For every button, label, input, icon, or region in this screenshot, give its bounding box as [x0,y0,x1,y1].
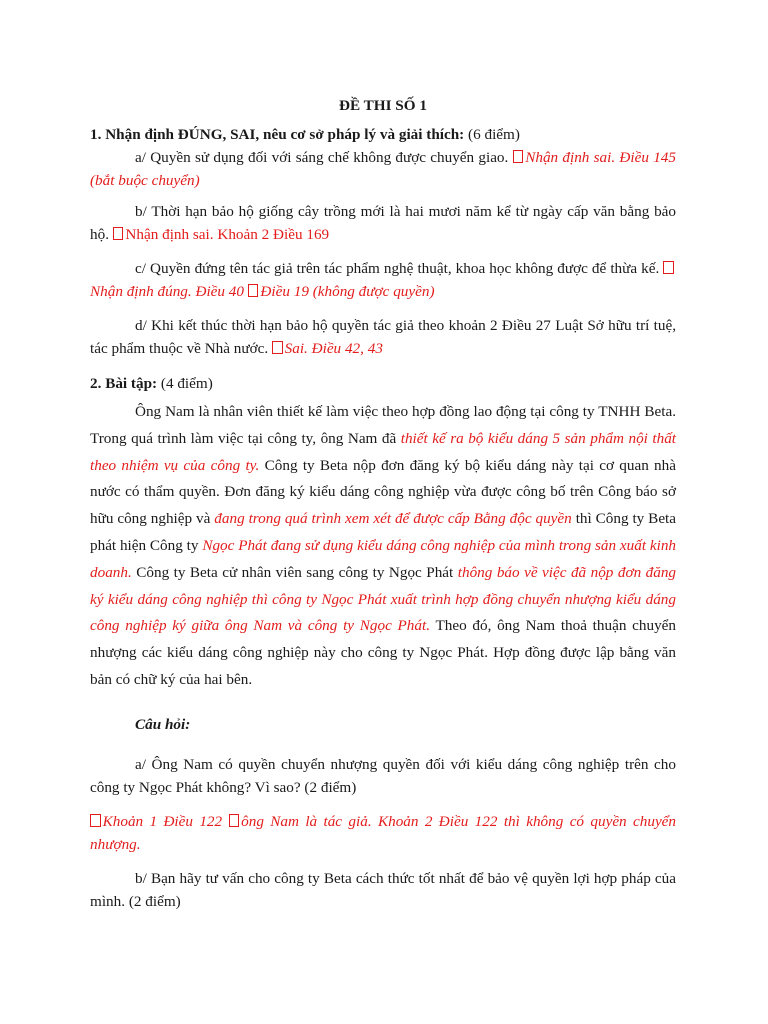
statement-a-answer-text: Nhận định sai. Điều 145 (bắt buộc chuyển) [90,149,676,189]
section2-heading [90,372,676,395]
questions-heading [90,713,676,736]
question-b: b/ Bạn hãy tư vấn cho công ty Beta cách thức tốt nhất để bảo vệ quyền lợi hợp pháp của mình. (2 điểm) [90,870,676,910]
statement-a [90,146,676,192]
statement-c [90,257,676,303]
case-highlight-1: thiết kế ra bộ kiểu dáng 5 sản phẩm nội thất theo nhiệm vụ của công ty. [90,429,677,474]
section1-heading-text: 1. Nhận định ĐÚNG, SAI, nêu cơ sở pháp lý và giải thích: [90,126,465,143]
statement-c-answer-a: Nhận định đúng. Điều 40 [90,283,244,300]
question-a-answer [90,810,676,856]
arrow-marker-icon [248,284,259,297]
question-a-answer-b: ông Nam là tác giả. Khoản 2 Điều 122 thì không có quyền chuyển nhượng. [90,813,677,853]
section1-points: (6 điểm) [468,126,520,143]
section2-points: (4 điểm) [160,375,213,392]
case-text-4: Công ty Beta cử nhân viên sang công ty Ngọc Phát [136,563,454,581]
arrow-marker-icon [90,814,101,827]
case-highlight-2: đang trong quá trình xem xét để được cấp Bằng độc quyền [214,510,572,528]
arrow-marker-icon [272,341,283,354]
case-highlight-3: Ngọc Phát đang sử dụng kiểu dáng công nghiệp của mình trong sản xuất kinh doanh. [90,536,677,581]
statement-a-text: a/ Quyền sử dụng đối với sáng chế không được chuyển giao. [135,149,509,166]
arrow-marker-icon [113,227,124,240]
arrow-marker-icon [513,150,524,163]
statement-c-text: c/ Quyền đứng tên tác giả trên tác phẩm nghệ thuật, khoa học không được để thừa kế. [135,260,660,277]
statement-d-text: d/ Khi kết thúc thời hạn bảo hộ quyền tác giả theo khoản 2 Điều 27 Luật Sở hữu trí tuệ, tác phẩm thuộc về Nhà nước. [90,317,676,357]
statement-b [90,200,676,246]
questions-heading-text: Câu hỏi: [135,716,191,733]
case-text-2: Công ty Beta nộp đơn đăng ký bộ kiểu dáng này tại cơ quan nhà nước có thẩm quyền. Đơn đăng ký kiểu dáng công nghiệp vừa được công bố trên Công báo sở hữu công nghiệp và [90,456,676,528]
statement-b-text: b/ Thời hạn bảo hộ giống cây trồng mới là hai mươi năm kể từ ngày cấp văn bằng bảo hộ. [90,203,676,243]
arrow-marker-icon [229,814,240,827]
statement-b-answer [113,226,329,243]
case-text-5: Theo đó, ông Nam thoả thuận chuyển nhượng các kiểu dáng công nghiệp này cho công ty Ngọc Phát. Hợp đồng được lập bằng văn bản có chữ ký của hai bên. [90,617,676,688]
case-text-1: Ông Nam là nhân viên thiết kế làm việc theo hợp đồng lao động tại công ty TNHH Beta. Trong quá trình làm việc tại công ty, ông Nam đã [90,403,676,447]
question-a: a/ Ông Nam có quyền chuyển nhượng quyền đối với kiểu dáng công nghiệp trên cho công ty Ngọc Phát không? Vì sao? (2 điểm) [90,756,676,796]
statement-c-answer-b: Điều 19 (không được quyền) [260,283,435,300]
statement-b-answer-text: Nhận định sai. Khoản 2 Điều 169 [125,226,330,243]
case-text-3: thì Công ty Beta phát hiện Công ty [90,510,677,554]
question-a-answer-a: Khoản 1 Điều 122 [102,813,223,830]
case-highlight-4: thông báo về việc đã nộp đơn đăng ký kiểu dáng công nghiệp thì công ty Ngọc Phát xuất trình hợp đồng chuyển nhượng kiểu dáng công nghiệp ký giữa ông Nam và công ty Ngọc Phát. [90,563,677,635]
arrow-marker-icon [663,261,674,274]
case-paragraph [90,399,676,694]
document-title: ĐỀ THI SỐ 1 [339,97,427,114]
statement-d-answer-text: Sai. Điều 42, 43 [284,340,383,357]
section1-heading [90,123,676,146]
question-a-answer-content [90,813,676,853]
section2-heading-text: 2. Bài tập: [90,375,158,392]
statement-d [90,314,676,360]
statement-d-answer [272,340,383,357]
